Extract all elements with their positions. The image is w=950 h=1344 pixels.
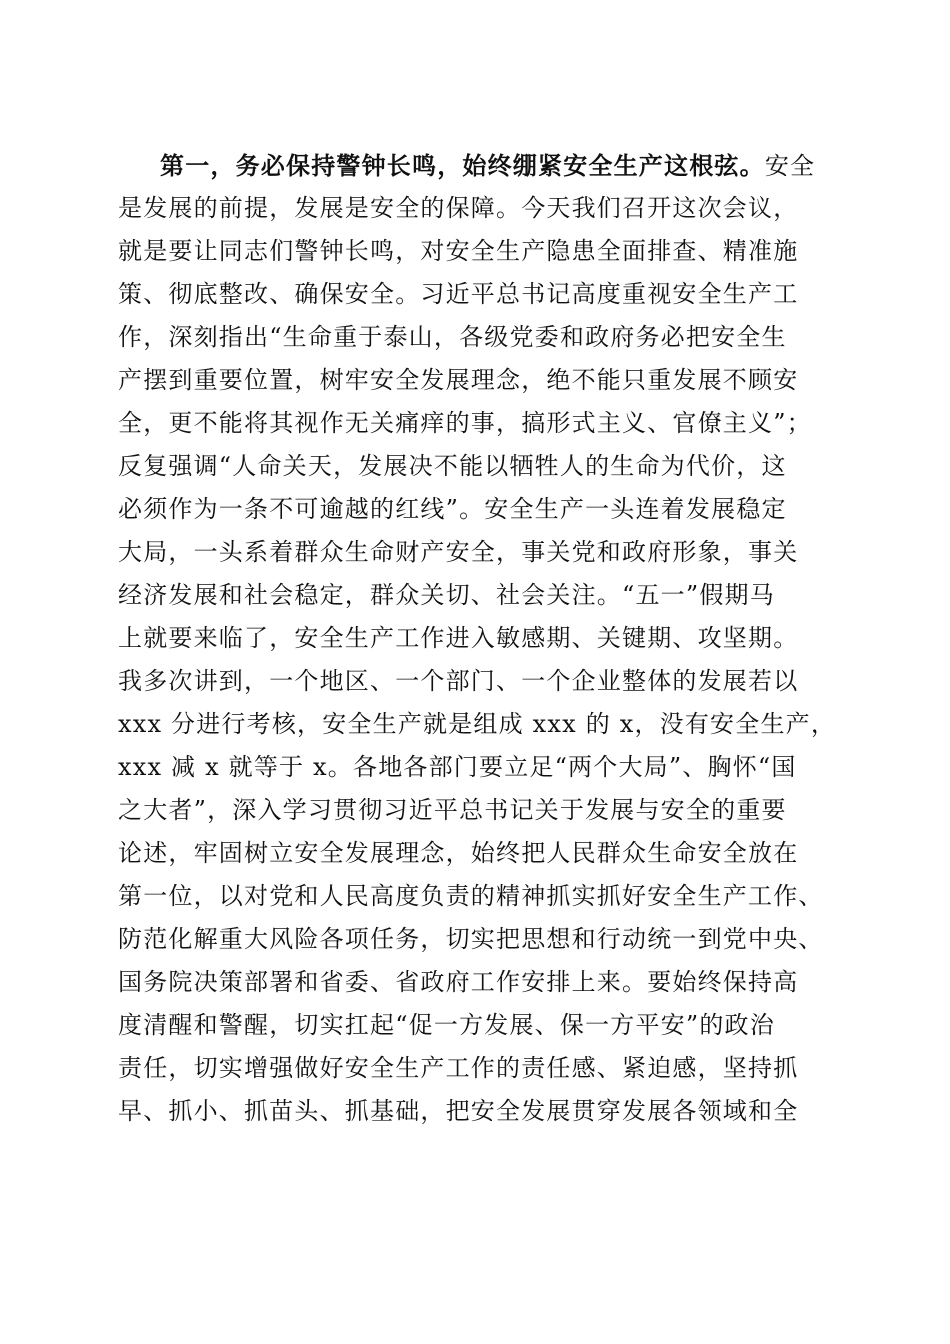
text-line: 早、抓小、抓苗头、抓基础，把安全发展贯穿发展各领域和全 (118, 1097, 799, 1125)
text-line: 责任，切实增强做好安全生产工作的责任感、紧迫感，坚持抓 (118, 1054, 799, 1082)
text-line: 防范化解重大风险各项任务，切实把思想和行动统一到党中央、 (118, 925, 824, 953)
text-line: 安全 (764, 152, 816, 180)
paragraph-first-line (118, 144, 838, 187)
text-line: 大局，一头系着群众生命财产安全，事关党和政府形象，事关 (118, 538, 799, 566)
text-line: 作，深刻指出“生命重于泰山，各级党委和政府务必把安全生 (118, 323, 787, 351)
text-line: xxx 分进行考核，安全生产就是组成 xxx 的 x，没有安全生产， (118, 710, 837, 738)
text-line: 产摆到重要位置，树牢安全发展理念，绝不能只重发展不顾安 (118, 366, 799, 394)
text-line: 全，更不能将其视作无关痛痒的事，搞形式主义、官僚主义”； (118, 409, 812, 437)
text-line: xxx 减 x 就等于 x。各地各部门要立足“两个大局”、胸怀“国 (118, 753, 797, 781)
text-line: 就是要让同志们警钟长鸣，对安全生产隐患全面排查、精准施 (118, 237, 799, 265)
text-line: 国务院决策部署和省委、省政府工作安排上来。要始终保持高 (118, 968, 799, 996)
text-line: 我多次讲到，一个地区、一个部门、一个企业整体的发展若以 (118, 667, 799, 695)
text-line: 上就要来临了，安全生产工作进入敏感期、关键期、攻坚期。 (118, 624, 799, 652)
text-line: 是发展的前提，发展是安全的保障。今天我们召开这次会议， (118, 194, 799, 222)
text-line: 经济发展和社会稳定，群众关切、社会关注。“五一”假期马 (118, 581, 775, 609)
body-text (118, 144, 838, 1133)
text-line: 论述，牢固树立安全发展理念，始终把人民群众生命安全放在 (118, 839, 799, 867)
text-line: 策、彻底整改、确保安全。习近平总书记高度重视安全生产工 (118, 280, 799, 308)
text-line: 之大者”，深入学习贯彻习近平总书记关于发展与安全的重要 (118, 796, 787, 824)
section-heading: 第一，务必保持警钟长鸣，始终绷紧安全生产这根弦。 (160, 151, 765, 180)
text-line: 第一位，以对党和人民高度负责的精神抓实抓好安全生产工作、 (118, 882, 824, 910)
text-line: 度清醒和警醒，切实扛起“促一方发展、保一方平安”的政治 (118, 1011, 775, 1039)
text-line: 反复强调“人命关天，发展决不能以牺牲人的生命为代价，这 (118, 452, 787, 480)
text-line: 必须作为一条不可逾越的红线”。安全生产一头连着发展稳定 (118, 495, 787, 523)
